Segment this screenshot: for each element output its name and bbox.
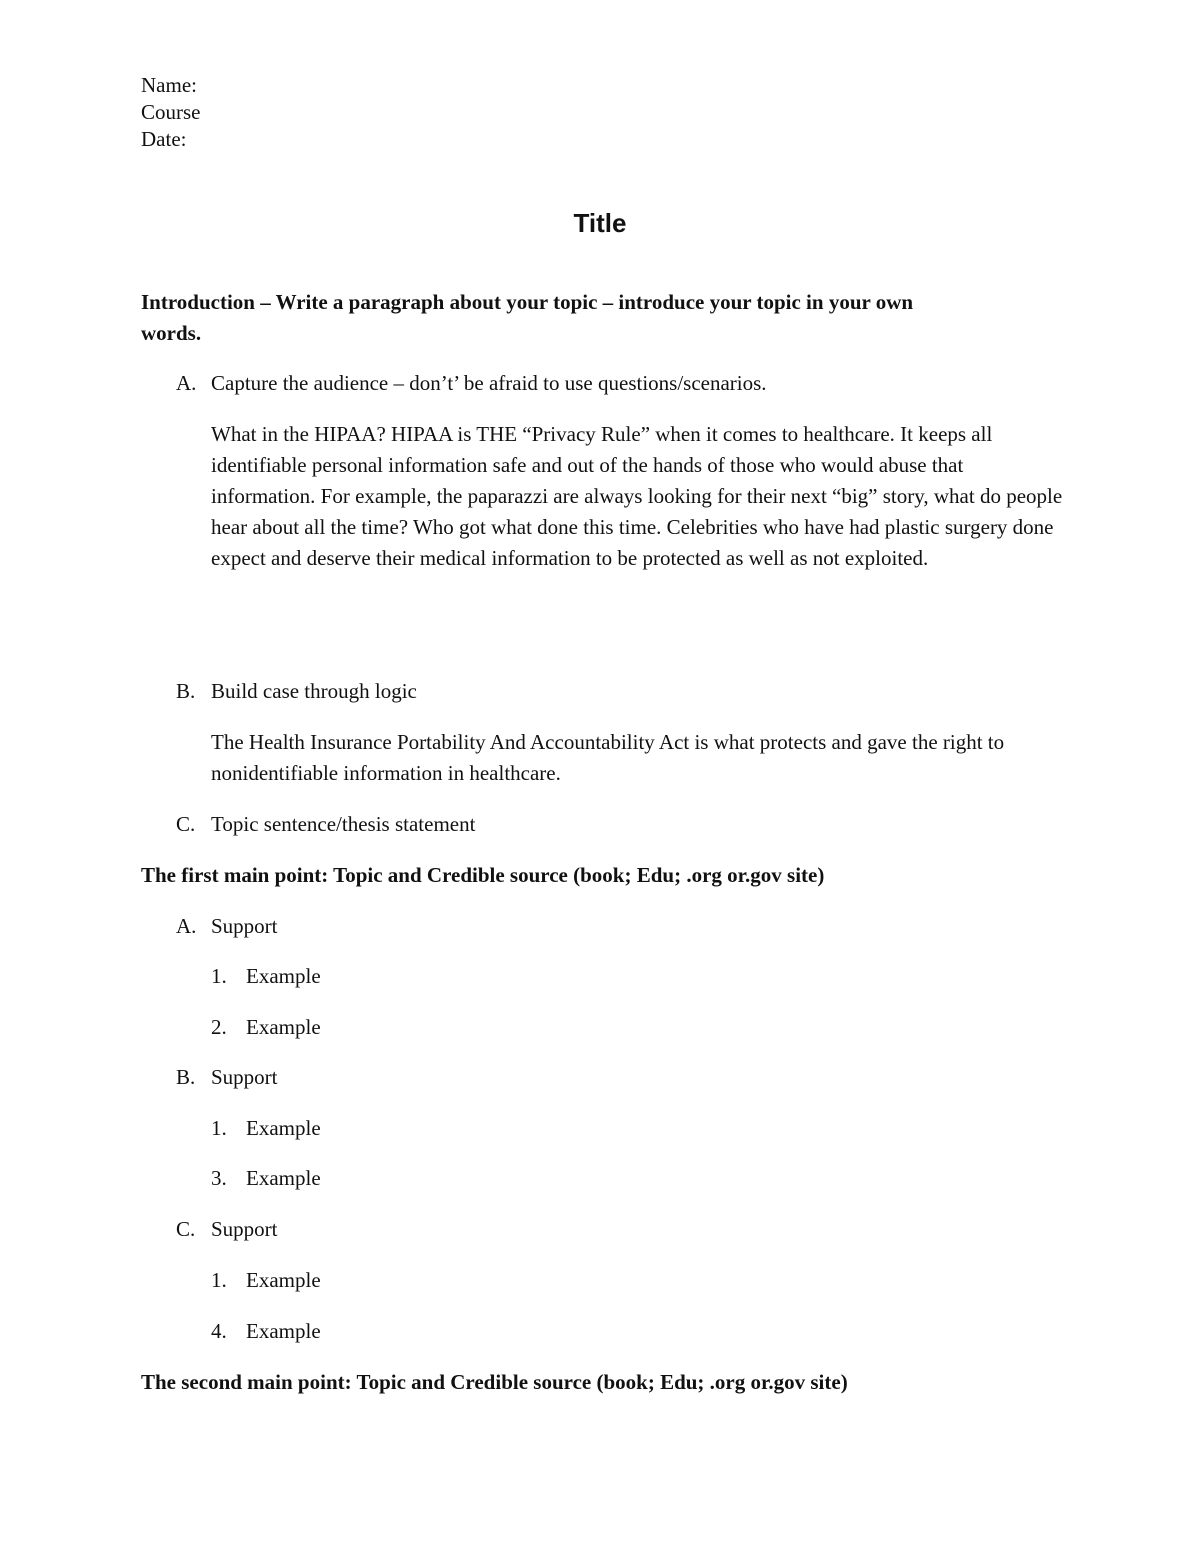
intro-item-c-marker: C.: [176, 812, 196, 836]
intro-item-c-text: Topic sentence/thesis statement: [211, 812, 476, 836]
course-label: Course: [141, 100, 201, 124]
support-a-example-2-marker: 2.: [211, 1015, 227, 1039]
support-c-example-2-marker: 4.: [211, 1319, 227, 1343]
page-title: Title: [573, 208, 627, 238]
support-b-example-1-marker: 1.: [211, 1116, 227, 1140]
support-c-marker: C.: [176, 1217, 196, 1241]
intro-item-a-text: Capture the audience – don’t’ be afraid to use questions/scenarios.: [211, 371, 767, 395]
date-label: Date:: [141, 127, 187, 151]
support-b-marker: B.: [176, 1065, 196, 1089]
introduction-heading-line1: Introduction – Write a paragraph about your topic – introduce your topic in your own: [141, 290, 914, 314]
support-c-example-1-marker: 1.: [211, 1268, 227, 1292]
support-c-example-2: Example: [246, 1319, 321, 1343]
name-label: Name:: [141, 73, 197, 97]
intro-item-b-body: The Health Insurance Portability And Accountability Act is what protects and gave the right to nonidentifiable information in healthcare.: [211, 730, 1005, 785]
second-main-point-heading: The second main point: Topic and Credible source (book; Edu; .org or.gov site): [141, 1370, 848, 1394]
support-b-example-1: Example: [246, 1116, 321, 1140]
introduction-heading-line2: words.: [141, 321, 202, 345]
support-a-label: Support: [211, 914, 278, 938]
support-c-example-1: Example: [246, 1268, 321, 1292]
support-a-example-1: Example: [246, 964, 321, 988]
support-b-example-2-marker: 3.: [211, 1166, 227, 1190]
intro-item-b-text: Build case through logic: [211, 679, 417, 703]
support-b-example-2: Example: [246, 1166, 321, 1190]
support-a-example-1-marker: 1.: [211, 964, 227, 988]
support-c-label: Support: [211, 1217, 278, 1241]
support-a-example-2: Example: [246, 1015, 321, 1039]
support-b-label: Support: [211, 1065, 278, 1089]
first-main-point-heading: The first main point: Topic and Credible source (book; Edu; .org or.gov site): [141, 863, 825, 887]
intro-item-a-marker: A.: [176, 371, 197, 395]
intro-item-b-marker: B.: [176, 679, 196, 703]
intro-item-a-body: What in the HIPAA? HIPAA is THE “Privacy Rule” when it comes to healthcare. It keeps all identifiable personal information safe and out of the hands of those who would abuse that information. For example, the paparazzi are always looking for their next “big” story, what do people hear about all the time? Who got what done this time. Celebrities who have had plastic surgery done expect and deserve their medical information to be protected as well as not exploited.: [211, 422, 1063, 570]
support-a-marker: A.: [176, 914, 197, 938]
